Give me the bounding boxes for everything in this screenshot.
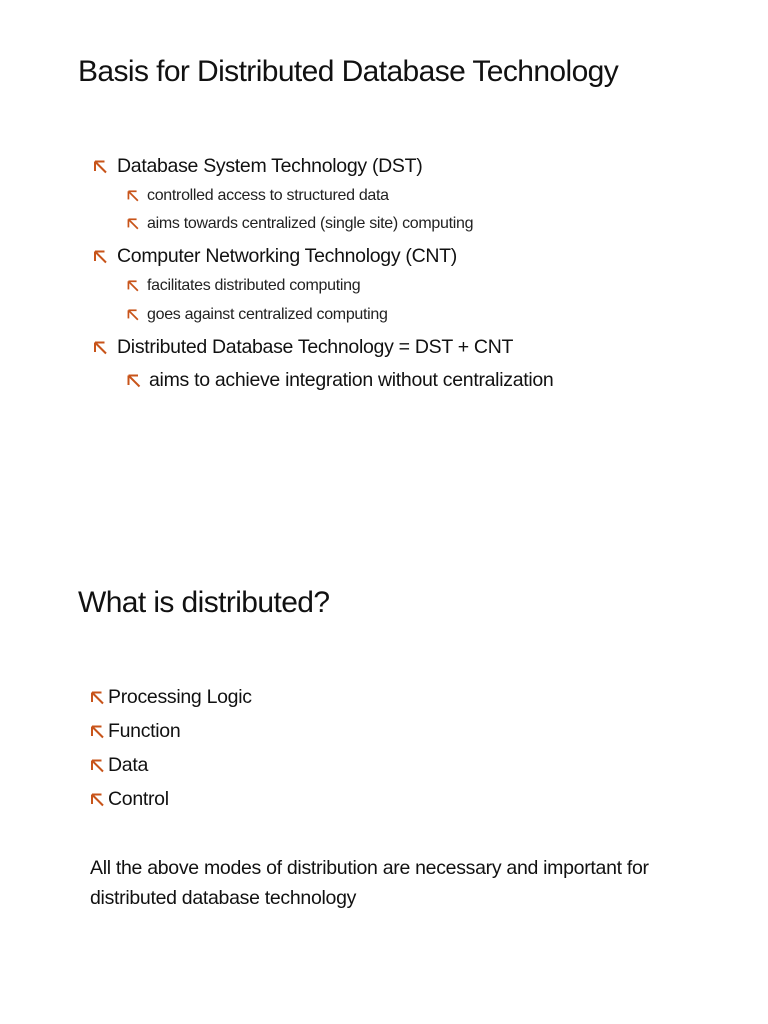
arrow-up-left-icon — [127, 309, 141, 321]
list-item — [127, 277, 360, 295]
list-item-text: Distributed Database Technology = DST + CNT — [117, 336, 514, 358]
list-item-text: Computer Networking Technology (CNT) — [117, 245, 457, 267]
arrow-up-left-icon — [90, 725, 107, 739]
list-item — [90, 720, 180, 743]
closing-note: All the above modes of distribution are necessary and important for distributed database technology — [90, 857, 649, 909]
arrow-up-left-icon — [127, 190, 141, 202]
list-item-text: Data — [108, 754, 148, 776]
arrow-up-left-icon — [127, 374, 143, 388]
list-item-text: goes against centralized computing — [147, 306, 388, 323]
list-item — [127, 215, 473, 233]
list-item-text: aims towards centralized (single site) computing — [147, 215, 474, 232]
list-item — [90, 788, 169, 811]
list-item — [93, 336, 513, 359]
list-item-text: facilitates distributed computing — [147, 277, 361, 294]
list-item — [93, 155, 422, 178]
slide2-title: What is distributed? — [78, 586, 330, 619]
list-item-text: controlled access to structured data — [147, 187, 389, 204]
list-item — [90, 754, 148, 777]
list-item-text: Processing Logic — [108, 686, 252, 708]
list-item — [90, 686, 252, 709]
list-item-text: Database System Technology (DST) — [117, 155, 423, 177]
arrow-up-left-icon — [127, 280, 141, 292]
list-item — [93, 245, 457, 268]
list-item-text: Function — [108, 720, 181, 742]
arrow-up-left-icon — [90, 793, 107, 807]
list-item — [127, 306, 388, 324]
list-item-text: Control — [108, 788, 169, 810]
list-item-text: aims to achieve integration without centralization — [149, 369, 554, 391]
slide1-title: Basis for Distributed Database Technology — [78, 55, 619, 88]
list-item — [127, 187, 389, 205]
arrow-up-left-icon — [127, 218, 141, 230]
arrow-up-left-icon — [90, 759, 107, 773]
arrow-up-left-icon — [90, 691, 107, 705]
list-item — [127, 369, 553, 392]
arrow-up-left-icon — [93, 341, 110, 355]
arrow-up-left-icon — [93, 250, 110, 264]
arrow-up-left-icon — [93, 160, 110, 174]
